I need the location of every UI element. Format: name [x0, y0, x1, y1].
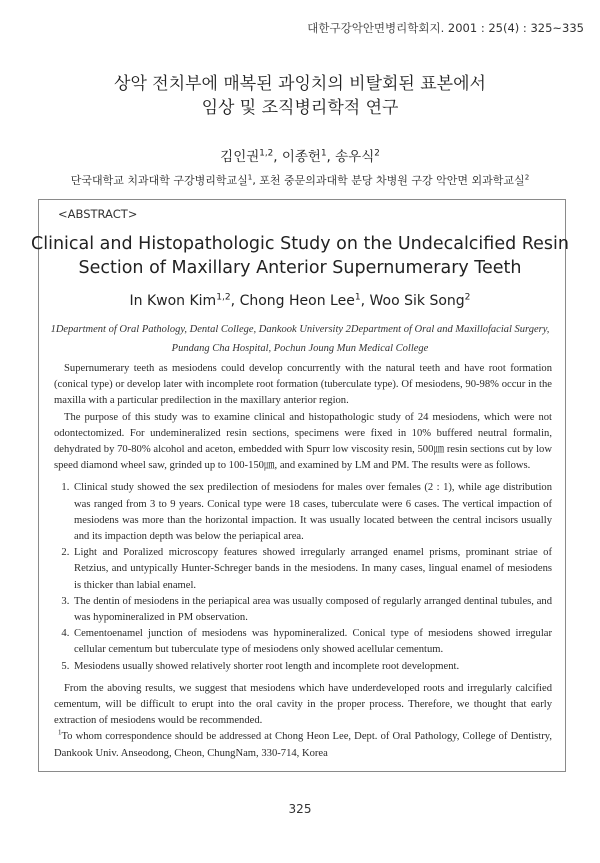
korean-authors	[0, 145, 600, 165]
results-item-2: 2. Light and Poralized microscopy features showed irregularly arranged enamel prisms, prominant striae of Retzius, and untypically Hunter-Schreger bands in the mesiodens. In many cases, lingual enamel of mesiodens is thicker than labial enamel.	[72, 545, 552, 594]
korean-author-2: , 이종헌	[273, 149, 321, 165]
english-title-line2: Section of Maxillary Anterior Supernumerary Teeth	[78, 258, 522, 278]
korean-author-2-sup: 1	[320, 148, 327, 159]
english-author-2-sup: 1	[354, 292, 361, 303]
journal-header: 대한구강악안면병리학회지. 2001 : 25(4) : 325~335	[307, 21, 584, 35]
correspondence-text: To whom correspondence should be addressed at Chong Heon Lee, Dept. of Oral Pathology, College of Dentistry, Dankook Univ. Anseodong, Cheon, ChungNam, 330-714, Korea	[54, 731, 552, 759]
english-author-2: , Chong Heon Lee	[230, 293, 355, 309]
results-item-5: 5. Mesiodens usually showed relatively shorter root length and incomplete root development.	[72, 659, 552, 675]
correspondence-sup: 1	[58, 729, 62, 737]
results-item-4: 4. Cementoenamel junction of mesiodens was hypomineralized. Conical type of mesiodens showed irregular cellular cementum but tuberculate type of mesiodens only showed acellular cementum.	[72, 626, 552, 658]
results-list	[54, 480, 552, 674]
english-author-3-sup: 2	[464, 292, 471, 303]
results-item-3: 3. The dentin of mesiodens in the periapical area was usually composed of regularly arranged dentinal tubules, and was hypomineralized in PM observation.	[72, 594, 552, 626]
english-affiliation	[0, 320, 600, 358]
english-author-1: In Kwon Kim	[129, 293, 217, 309]
english-author-1-sup: 1,2	[216, 292, 231, 303]
results-item-1: 1. Clinical study showed the sex predilection of mesiodens for males over females (2 : 1), while age distribution was ranged from 3 to 9 years. Conical type were 18 cases, tuberculate were 6 cases. The vertical impaction of mesiodens was more than the horizontal impaction. It was usually located between the central incisors usually and its impaction depth was below the periapical area.	[72, 480, 552, 545]
abstract-label: <ABSTRACT>	[58, 207, 138, 221]
abstract-body	[54, 361, 552, 762]
english-affiliation-line2: Pundang Cha Hospital, Pochun Joung Mun Medical College	[171, 343, 429, 354]
korean-title-line1: 상악 전치부에 매복된 과잉치의 비탈회된 표본에서	[114, 74, 486, 94]
korean-author-3-sup: 2	[374, 148, 380, 159]
korean-affiliation	[0, 172, 600, 188]
korean-author-1: 김인권	[220, 149, 260, 165]
english-author-3: , Woo Sik Song	[360, 293, 465, 309]
abstract-paragraph-1: Supernumerary teeth as mesiodens could develop concurrently with the natural teeth and have root formation (conical type) or develop later with incomplete root formation (tuberculate type). Of mesiodens, 90-98% occur in the maxilla with a particular predilection in the maxillary anterior region.	[54, 363, 552, 407]
correspondence-note	[54, 729, 552, 761]
korean-affiliation-sup1: 1	[247, 172, 253, 182]
abstract-paragraph-3: From the aboving results, we suggest that mesiodens which have underdeveloped roots and irregularly calcified cementum, will be difficult to erupt into the oral cavity in the proper process. Therefore, we thought that early extraction of mesiodens would be recommended.	[54, 682, 552, 727]
english-authors	[0, 293, 600, 309]
english-title-line1: Clinical and Histopathologic Study on the Undecalcified Resin	[31, 234, 569, 254]
korean-author-1-sup: 1,2	[259, 148, 274, 159]
english-affiliation-line1: 1Department of Oral Pathology, Dental College, Dankook University 2Department of Oral and Maxillofacial Surgery,	[50, 324, 550, 335]
korean-affiliation-part2: , 포천 중문의과대학 분당 차병원 구강 악안면 외과학교실	[252, 174, 525, 187]
korean-title	[0, 72, 600, 120]
korean-author-3: , 송우식	[326, 149, 375, 165]
korean-affiliation-sup2: 2	[524, 172, 530, 182]
korean-title-line2: 임상 및 조직병리학적 연구	[201, 98, 399, 118]
abstract-paragraph-2: The purpose of this study was to examine clinical and histopathologic study of 24 mesiodens, which were not odontectomized. For undemineralized resin sections, specimens were fixed in 10% buffered neutral formalin, dehydrated by 70-80% alcohol and aceton, embedded with Spurr low viscosity resin, 500㎛ resin sections cut by low speed diamond wheel saw, grinded up to 100-150㎛, and examined by LM and PM. The results were as follows.	[54, 411, 552, 472]
english-title	[0, 232, 600, 280]
page-number: 325	[288, 802, 312, 816]
korean-affiliation-part1: 단국대학교 치과대학 구강병리학교실	[70, 174, 248, 187]
